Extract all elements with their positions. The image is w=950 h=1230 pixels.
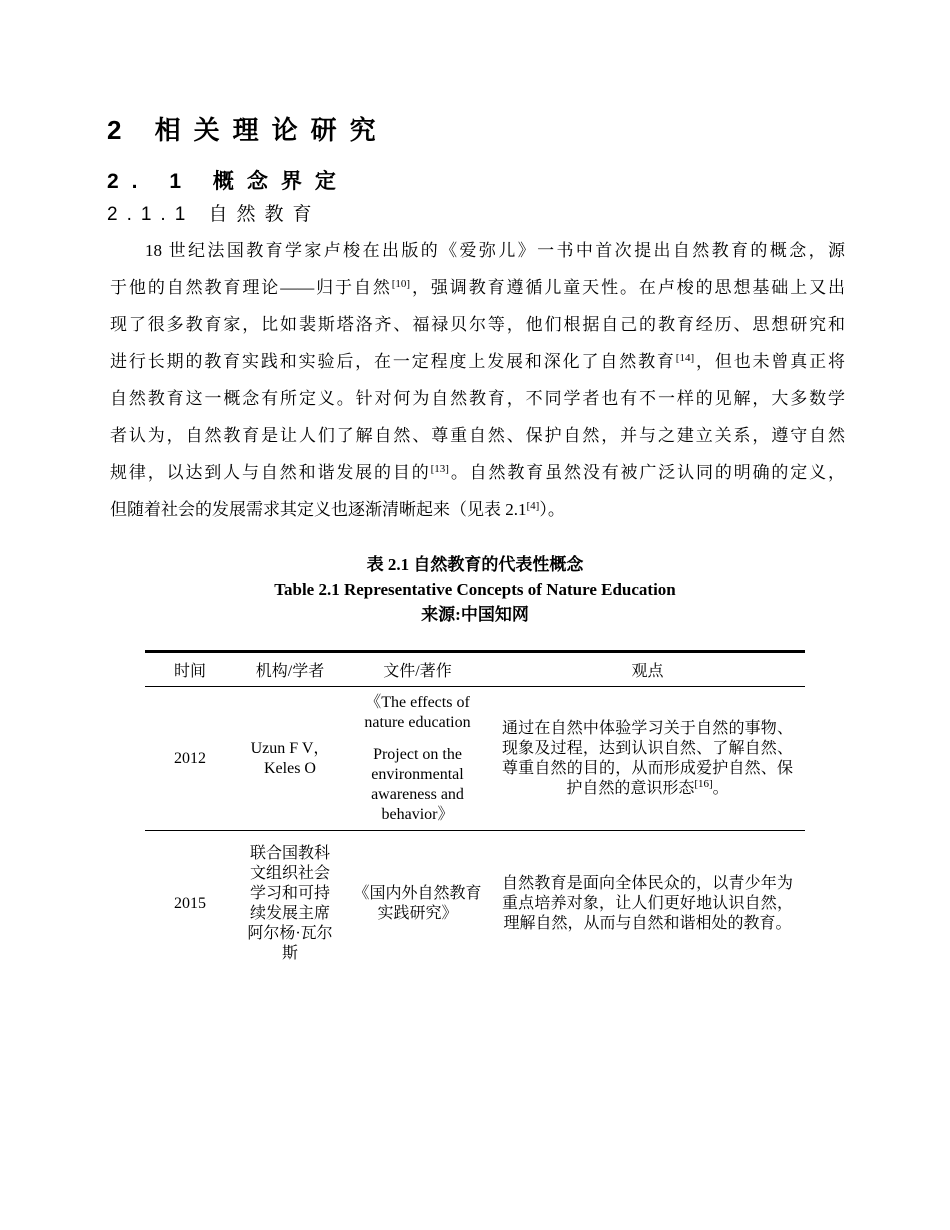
work-cell [345,884,490,924]
work-title-part: 《国内外自然教育实践研究》 [353,884,482,922]
view-cell: 通过在自然中体验学习关于自然的事物、现象及过程，达到认识自然、了解自然、尊重自然的目的，从而形成爱护自然、保护自然的意识形态[16]。 [502,719,793,797]
org-cell: Uzun F V，Keles O [250,739,330,777]
table-caption-en: Table 2.1 Representative Concepts of Nature Education [274,580,676,599]
body-paragraph [110,232,845,528]
section-heading-2: 2 相关理论研究 [107,115,389,145]
paragraph-line: 进行长期的教育实践和实验后，在一定程度上发展和深化了自然教育[14]，但也未曾真正将 [110,352,846,371]
table-caption-source: 来源:中国知网 [421,605,529,624]
paragraph-line: 自然教育这一概念有所定义。针对何为自然教育，不同学者也有不一样的见解，大多数学 [110,389,845,408]
concepts-table [145,650,805,982]
footnote-ref: [4] [526,500,540,512]
table-captions [0,552,950,627]
subsubsection-heading-2-1-1: 2.1.1 自然教育 [107,204,321,225]
header-cell-org: 机构/学者 [255,663,325,680]
org-cell: 联合国教科文组织社会学习和可持续发展主席阿尔杨·瓦尔斯 [247,844,333,962]
footnote-ref: [14] [675,352,695,364]
header-cell-time: 时间 [173,663,206,680]
year-cell: 2015 [174,894,206,912]
footnote-ref: [13] [430,463,449,475]
paragraph-line: 现了很多教育家，比如裴斯塔洛齐、福禄贝尔等，他们根据自己的教育经历、思想研究和 [110,315,845,334]
paragraph-line: 但随着社会的发展需求其定义也逐渐清晰起来（见表 2.1[4]）。 [110,500,565,519]
header-cell-view: 观点 [631,663,664,680]
table-row-2015 [145,831,805,982]
work-cell [345,693,490,825]
paragraph-line: 规律，以达到人与自然和谐发展的目的[13]。自然教育虽然没有被广泛认同的明确的定义， [110,463,846,482]
header-cell-work: 文件/著作 [383,663,452,680]
table-row-2012 [145,687,805,831]
table-caption-zh: 表 2.1 自然教育的代表性概念 [366,555,584,574]
work-title-part: Project on the environmental awareness and behavior》 [371,745,464,823]
footnote-ref: [16] [694,777,713,790]
table-header-row [145,653,805,687]
work-title-part: 《The effects of nature education [364,693,471,731]
paragraph-line: 于他的自然教育理论——归于自然[10]，强调教育遵循儿童天性。在卢梭的思想基础上又出 [110,278,846,297]
footnote-ref: [10] [391,278,411,290]
paragraph-line: 18 世纪法国教育学家卢梭在出版的《爱弥儿》一书中首次提出自然教育的概念，源 [145,241,845,260]
paragraph-line: 者认为，自然教育是让人们了解自然、尊重自然、保护自然，并与之建立关系，遵守自然 [110,426,845,445]
view-cell: 自然教育是面向全体民众的，以青少年为重点培养对象，让人们更好地认识自然，理解自然，从而与自然和谐相处的教育。 [502,874,793,932]
year-cell: 2012 [174,749,206,767]
subsection-heading-2-1: 2. 1 概念界定 [107,170,349,193]
